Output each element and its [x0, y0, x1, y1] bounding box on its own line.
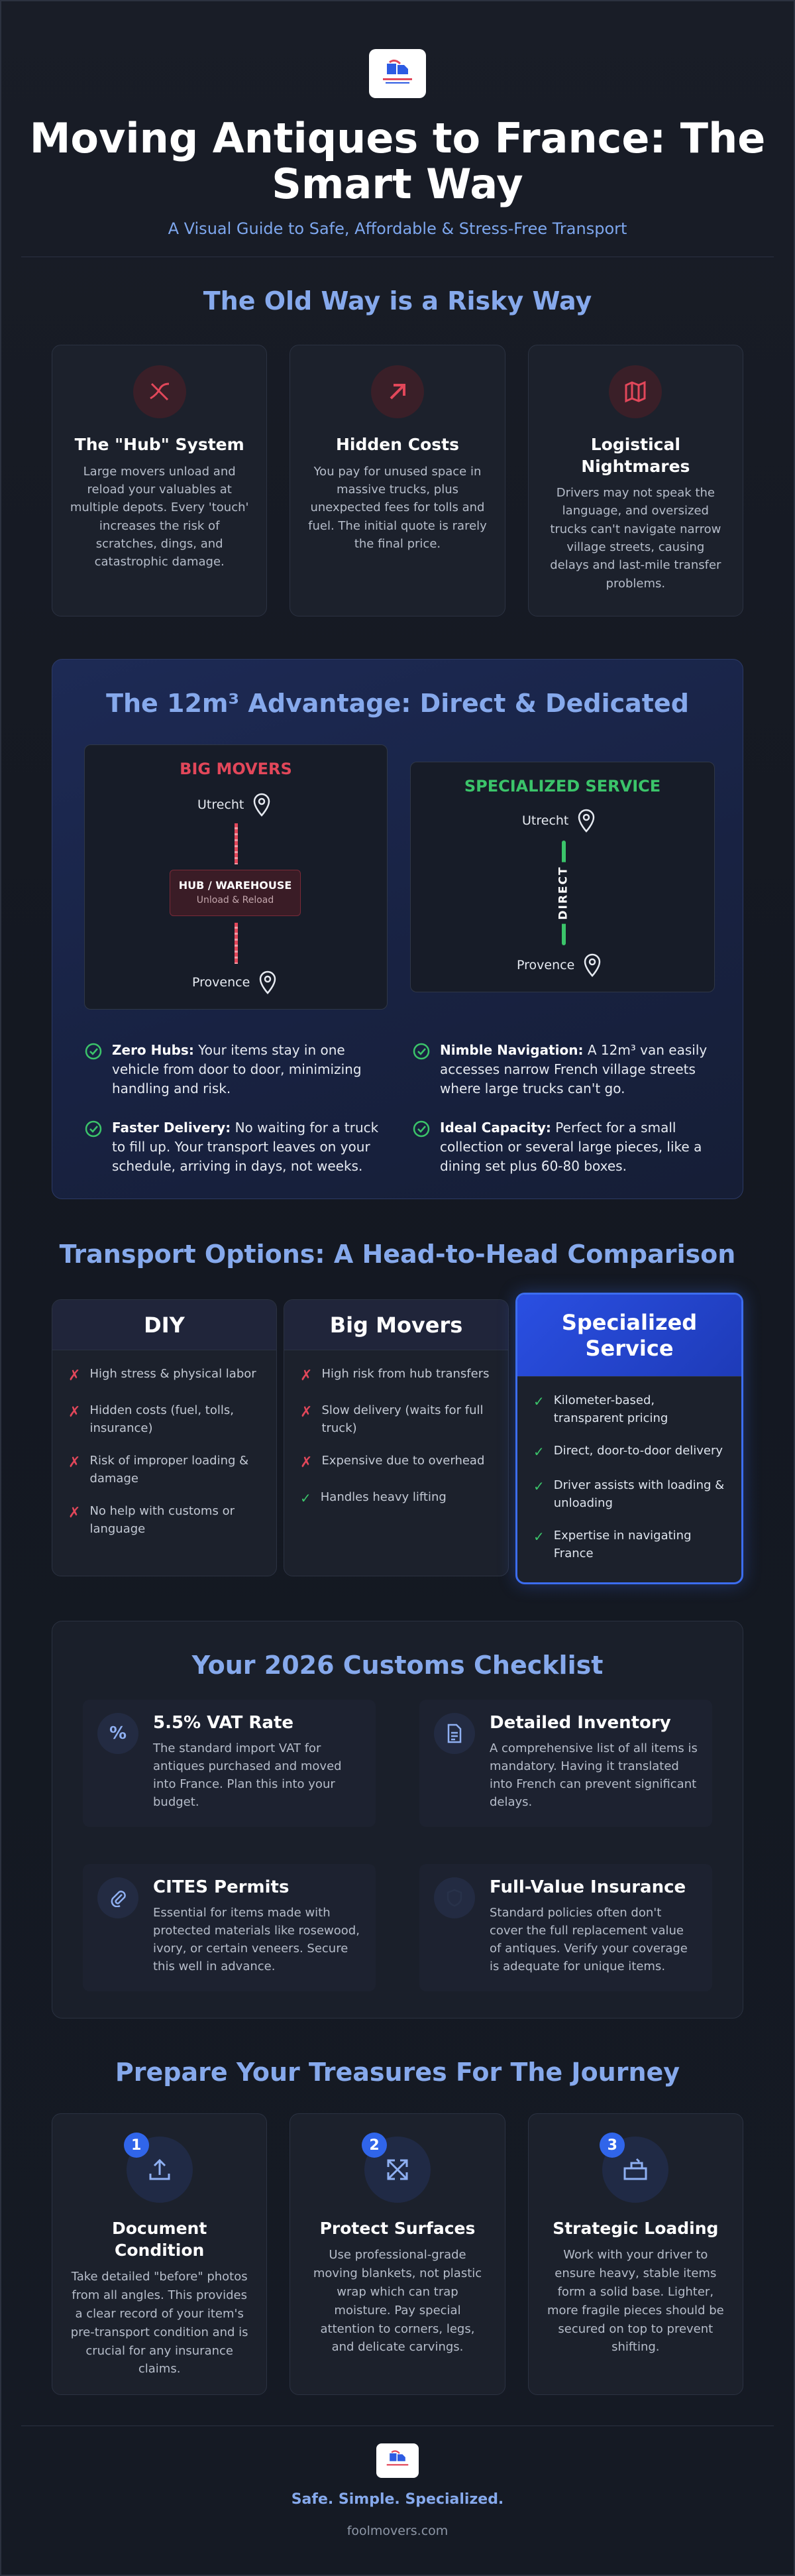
upload-icon	[127, 2137, 193, 2203]
x-mark-icon: ✗	[68, 1404, 81, 1421]
benefit-text: A 12m³ van easily accesses narrow French village streets where large trucks can't go.	[440, 1042, 708, 1096]
brand-logo-icon	[382, 2449, 413, 2472]
footer-tagline: Safe. Simple. Specialized.	[291, 2491, 504, 2508]
shield-icon	[434, 1877, 475, 1918]
prep-card-text: Work with your driver to ensure heavy, stable items form a solid base. Lighter, more fragile pieces should be secured on top to prevent shifting.	[547, 2248, 724, 2355]
list-item: ✗ Hidden costs (fuel, tolls, insurance)	[68, 1401, 260, 1437]
risk-card-logistics	[528, 345, 743, 616]
x-mark-icon: ✗	[300, 1454, 313, 1471]
risk-card-title: Logistical Nightmares	[581, 435, 690, 476]
route-destination	[517, 953, 602, 977]
page-subtitle: A Visual Guide to Safe, Affordable & Stress-Free Transport	[168, 219, 627, 238]
list-item: ✗ Expensive due to overhead	[300, 1452, 492, 1474]
benefit-list	[84, 1041, 711, 1176]
expand-icon	[364, 2137, 431, 2203]
direct-label-wrap	[547, 866, 580, 920]
benefit-item	[412, 1118, 711, 1176]
prep-card-text: Take detailed "before" photos from all angles. This provides a clear record of your item's pre-transport condition and is crucial for any insurance claims.	[70, 2270, 248, 2376]
old-way-section	[1, 286, 794, 616]
column-header: Specialized Service	[517, 1295, 741, 1377]
risk-card-text: Large movers unload and reload your valuables at multiple depots. Every 'touch' increases the risk of scratches, dings, and catastrophic damage.	[70, 464, 249, 569]
prepare-section	[1, 2058, 794, 2395]
benefit-item	[84, 1118, 383, 1176]
prep-card-loading	[528, 2113, 743, 2395]
document-icon	[434, 1713, 475, 1754]
broken-route-icon	[133, 365, 186, 418]
customs-grid	[83, 1700, 712, 1991]
direct-label: DIRECT	[557, 862, 570, 923]
list-item: ✓ Expertise in navigating France	[533, 1527, 725, 1562]
comparison-column-big-movers	[284, 1299, 509, 1576]
brand-logo	[369, 49, 426, 98]
destination-city: Provence	[192, 975, 250, 990]
prep-card-protect	[290, 2113, 505, 2395]
route-line	[235, 823, 238, 864]
risk-card-costs	[290, 345, 505, 616]
brand-logo-icon	[378, 58, 417, 89]
header	[1, 49, 794, 238]
hub-warehouse-box	[170, 870, 301, 916]
risk-card-text: You pay for unused space in massive trucks, plus unexpected fees for tolls and fuel. The initial quote is rarely the final price.	[308, 464, 487, 551]
check-mark-icon: ✓	[533, 1478, 545, 1494]
list-item: ✗ High stress & physical labor	[68, 1365, 260, 1387]
map-icon	[609, 365, 662, 418]
list-item: ✓ Handles heavy lifting	[300, 1488, 492, 1508]
column-list	[52, 1350, 276, 1567]
prep-card-text: Use professional-grade moving blankets, not plastic wrap which can trap moisture. Pay special attention to corners, legs, and delicate carvings.	[313, 2248, 482, 2355]
customs-item-title: 5.5% VAT Rate	[153, 1713, 294, 1733]
x-mark-icon: ✗	[300, 1404, 313, 1421]
customs-item	[83, 1700, 376, 1827]
hub-subtitle: Unload & Reload	[196, 895, 274, 906]
list-item: ✓ Driver assists with loading & unloading	[533, 1476, 725, 1512]
location-pin-icon	[258, 970, 278, 994]
check-mark-icon: ✓	[533, 1393, 545, 1409]
check-mark-icon: ✓	[300, 1490, 311, 1506]
comparison-column-diy	[52, 1299, 277, 1576]
location-pin-icon	[252, 793, 272, 817]
hub-title: HUB / WAREHOUSE	[178, 879, 292, 892]
column-header: Big Movers	[284, 1300, 508, 1350]
benefit-title: Zero Hubs:	[112, 1042, 194, 1058]
check-circle-icon	[84, 1120, 103, 1138]
customs-item-text: Standard policies often don't cover the full replacement value of antiques. Verify your coverage is adequate for unique items.	[490, 1906, 688, 1973]
location-pin-icon	[576, 809, 596, 833]
comparison-column-specialized	[515, 1293, 743, 1584]
list-item: ✗ Slow delivery (waits for full truck)	[300, 1401, 492, 1437]
column-list	[517, 1377, 741, 1584]
advantage-section	[1, 659, 794, 1199]
benefit-text: No waiting for a truck to fill up. Your transport leaves on your schedule, arriving in days, not weeks.	[112, 1120, 379, 1174]
big-movers-route	[84, 744, 388, 1010]
x-mark-icon: ✗	[300, 1368, 313, 1384]
customs-panel	[52, 1621, 743, 2019]
customs-section	[1, 1621, 794, 2019]
x-mark-icon: ✗	[68, 1454, 81, 1471]
benefit-item	[84, 1041, 383, 1098]
x-mark-icon: ✗	[68, 1505, 81, 1521]
risk-card-title: The "Hub" System	[74, 435, 244, 454]
step-number: 1	[124, 2133, 149, 2158]
benefit-title: Faster Delivery:	[112, 1120, 231, 1136]
route-line	[235, 923, 238, 964]
big-movers-label: BIG MOVERS	[180, 760, 292, 778]
customs-item	[83, 1864, 376, 1991]
comparison-title: Transport Options: A Head-to-Head Comparison	[59, 1240, 736, 1269]
list-item: ✗ Risk of improper loading & damage	[68, 1452, 260, 1488]
paperclip-icon	[97, 1877, 138, 1918]
customs-item	[419, 1864, 712, 1991]
advantage-title: The 12m³ Advantage: Direct & Dedicated	[106, 689, 689, 718]
origin-city: Utrecht	[197, 797, 244, 812]
percent-icon: %	[97, 1713, 138, 1754]
risk-card-text: Drivers may not speak the language, and oversized trucks can't navigate narrow village streets, causing delays and last-mile transfer problems.	[550, 486, 721, 591]
check-circle-icon	[412, 1120, 431, 1138]
customs-title: Your 2026 Customs Checklist	[191, 1651, 604, 1680]
check-mark-icon: ✓	[533, 1529, 545, 1545]
x-mark-icon: ✗	[68, 1368, 81, 1384]
check-circle-icon	[84, 1042, 103, 1061]
risk-card-hub	[52, 345, 267, 616]
page-title: Moving Antiques to France: The Smart Way	[29, 114, 766, 209]
prep-card-document	[52, 2113, 267, 2395]
list-item: ✗ No help with customs or language	[68, 1502, 260, 1538]
prep-card-title: Protect Surfaces	[319, 2219, 476, 2238]
prep-card-title: Document Condition	[112, 2219, 207, 2260]
route-origin	[522, 809, 596, 833]
customs-item-title: CITES Permits	[153, 1877, 290, 1897]
destination-city: Provence	[517, 958, 575, 972]
benefit-title: Nimble Navigation:	[440, 1042, 584, 1058]
list-item: ✗ High risk from hub transfers	[300, 1365, 492, 1387]
check-mark-icon: ✓	[533, 1444, 545, 1460]
box-icon	[602, 2137, 668, 2203]
specialized-label: SPECIALIZED SERVICE	[464, 777, 661, 795]
customs-item-text: A comprehensive list of all items is mandatory. Having it translated into French can prevent significant delays.	[490, 1741, 698, 1809]
customs-item-text: The standard import VAT for antiques purchased and moved into France. Plan this into your budget.	[153, 1741, 342, 1809]
list-item: ✓ Kilometer-based, transparent pricing	[533, 1391, 725, 1427]
advantage-panel	[52, 659, 743, 1199]
route-destination	[192, 970, 278, 994]
customs-item-text: Essential for items made with protected materials like rosewood, ivory, or certain veneers. Secure this well in advance.	[153, 1906, 360, 1973]
footer-logo	[376, 2443, 419, 2478]
footer	[1, 2443, 794, 2538]
risk-card-title: Hidden Costs	[336, 435, 459, 454]
customs-item	[419, 1700, 712, 1827]
column-header: DIY	[52, 1300, 276, 1350]
benefit-item	[412, 1041, 711, 1098]
prep-card-title: Strategic Loading	[553, 2219, 719, 2238]
location-pin-icon	[582, 953, 602, 977]
prepare-title: Prepare Your Treasures For The Journey	[115, 2058, 680, 2087]
old-way-title: The Old Way is a Risky Way	[203, 286, 592, 316]
list-item: ✓ Direct, door-to-door delivery	[533, 1442, 725, 1462]
column-list	[284, 1350, 508, 1537]
comparison-section	[1, 1240, 794, 1584]
benefit-text: Your items stay in one vehicle from door to door, minimizing handling and risk.	[112, 1042, 362, 1096]
step-number: 2	[362, 2133, 387, 2158]
arrow-up-right-icon	[371, 365, 424, 418]
footer-site-link[interactable]: foolmovers.com	[346, 2524, 449, 2538]
check-circle-icon	[412, 1042, 431, 1061]
customs-item-title: Full-Value Insurance	[490, 1877, 686, 1897]
origin-city: Utrecht	[522, 813, 569, 828]
step-number: 3	[600, 2133, 625, 2158]
customs-item-title: Detailed Inventory	[490, 1713, 671, 1733]
route-origin	[197, 793, 272, 817]
specialized-route	[410, 762, 715, 992]
benefit-title: Ideal Capacity:	[440, 1120, 551, 1136]
benefit-text: Perfect for a small collection or several large pieces, like a dining set plus 60-80 boxes.	[440, 1120, 702, 1174]
